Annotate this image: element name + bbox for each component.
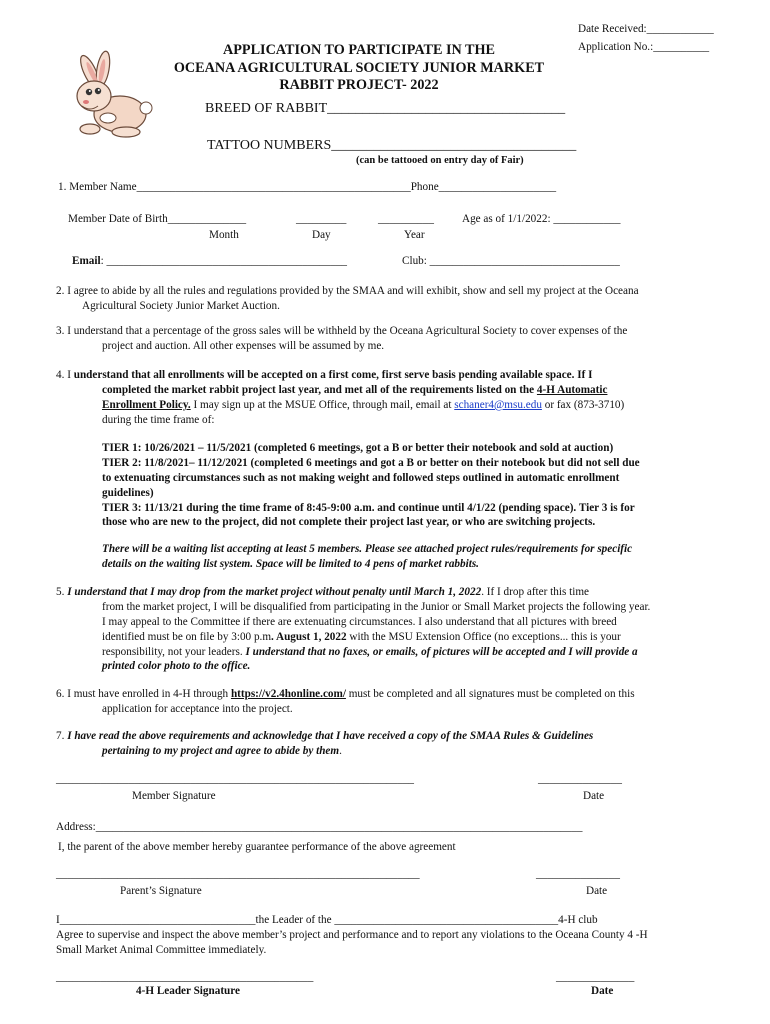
- item-5-line-5a: responsibility, not your leaders.: [102, 645, 246, 658]
- member-signature-line[interactable]: ________________________________________________________________: [56, 773, 414, 785]
- title-line-2: OCEANA AGRICULTURAL SOCIETY JUNIOR MARKET: [173, 59, 545, 76]
- 4honline-link[interactable]: https://v2.4honline.com/: [230, 688, 346, 700]
- rabbit-logo: [60, 50, 156, 142]
- item-5-line-4: [56, 630, 650, 645]
- item-4: [56, 368, 624, 428]
- age-field[interactable]: Age as of 1/1/2022: ____________: [462, 213, 621, 225]
- item-3-line-2: project and auction. All other expenses will be assumed by me.: [102, 339, 385, 352]
- item-4-bold-1: understand that all enrollments will be accepted on a first come, first serve basis pending available space. If I: [73, 369, 593, 381]
- address-field[interactable]: Address:_______________________________________________________________________________________: [56, 821, 583, 833]
- item-4-number: 4. I: [56, 369, 74, 381]
- tier-3-line-1: TIER 3: 11/13/21 during the time frame of 8:45-9:00 a.m. and continue until 4/1/22 (pending space). Tier 3 is for: [102, 501, 635, 514]
- dob-year-field[interactable]: __________: [378, 213, 434, 225]
- item-7-bold-1: I have read the above requirements and acknowledge that I have received a copy of the SMAA Rules & Guidelines: [67, 730, 594, 742]
- item-5-line-5: [56, 645, 650, 660]
- item-6: [56, 687, 635, 717]
- member-date-label: Date: [583, 790, 605, 802]
- leader-date-label: Date: [591, 985, 614, 997]
- item-5-line-3: I may appeal to the Committee if there are extenuating circumstances. I also understand that all pictures with breed: [102, 615, 617, 628]
- application-number-field[interactable]: Application No.:__________: [578, 41, 710, 53]
- title-line-1: APPLICATION TO PARTICIPATE IN THE: [223, 42, 495, 58]
- member-name-phone-field[interactable]: 1. Member Name_________________________________________________Phone_____________________: [58, 181, 557, 193]
- enrollment-policy-ref-2: Enrollment Policy.: [102, 398, 191, 411]
- leader-date-line[interactable]: ______________: [556, 971, 635, 983]
- item-5-number: 5.: [56, 586, 68, 598]
- parent-date-line[interactable]: _______________: [536, 868, 620, 880]
- leader-club-field[interactable]: I___________________________________the Leader of the ________________________________________4-H club: [56, 914, 598, 926]
- item-2-line-1: 2. I agree to abide by all the rules and regulations provided by the SMAA and will exhibit, show and sell my project at the Oceana: [56, 285, 639, 297]
- item-2-line-2: Agricultural Society Junior Market Auction.: [82, 299, 280, 312]
- day-label: Day: [312, 229, 331, 241]
- waiting-list-line-1: There will be a waiting list accepting at least 5 members. Please see attached project rules/requirements for specific: [102, 543, 633, 555]
- tier-2-line-1: TIER 2: 11/8/2021– 11/12/2021 (completed 6 meetings and got a B or better on their notebook but did not sell due: [102, 456, 640, 469]
- dob-day-field[interactable]: _________: [296, 213, 347, 225]
- item-5-line-1: [56, 585, 650, 600]
- title-line-3: RABBIT PROJECT- 2022: [279, 77, 439, 94]
- tier-3-line-2: those who are new to the project, did not complete their project last year, or who are switching projects.: [102, 516, 596, 529]
- item-5-line-6: printed color photo to the office.: [102, 660, 251, 673]
- item-7-line-2: [56, 744, 593, 759]
- parent-signature-line[interactable]: _________________________________________________________________: [56, 868, 420, 880]
- email-line: : ___________________________________________: [100, 255, 348, 267]
- date-received-field[interactable]: Date Received:____________: [578, 23, 714, 35]
- item-6-line-1: [56, 687, 635, 702]
- item-3-line-1: 3. I understand that a percentage of the gross sales will be withheld by the Oceana Agricultural Society to cover expenses of the: [56, 325, 628, 337]
- item-5-bold-1: I understand that I may drop from the market project without penalty until March 1, 2022: [67, 586, 482, 598]
- item-5-rest-1: . If I drop after this time: [481, 586, 589, 598]
- waiting-list-line-2: details on the waiting list system. Space will be limited to 4 pens of market rabbits.: [102, 557, 479, 570]
- tier-2-line-2: to extenuating circumstances such as not making weight and followed steps outlined in automatic enrollment: [102, 471, 620, 484]
- waiting-list-note: [102, 542, 632, 572]
- month-label: Month: [209, 229, 239, 241]
- item-5-bold-2: I understand that no faxes, or emails, of pictures will be accepted and I will provide a: [245, 645, 638, 658]
- tier-1: TIER 1: 10/26/2021 – 11/5/2021 (completed 6 meetings, got a B or better their notebook and sold at auction): [102, 442, 614, 454]
- item-4-signup-text: I may sign up at the MSUE Office, through mail, email at: [190, 398, 455, 411]
- item-4-line-2: [56, 383, 624, 398]
- msue-email-link[interactable]: schaner4@msu.edu: [454, 398, 542, 411]
- page-title: [155, 42, 563, 95]
- item-4-line-3: [56, 398, 624, 413]
- parent-signature-label: Parent’s Signature: [120, 885, 202, 897]
- item-4-line-1: [56, 368, 624, 383]
- item-4-line-4: during the time frame of:: [102, 413, 215, 426]
- member-dob-field[interactable]: Member Date of Birth______________: [68, 213, 247, 225]
- leader-signature-label: 4-H Leader Signature: [136, 985, 241, 997]
- member-date-line[interactable]: _______________: [538, 773, 622, 785]
- tiers: [102, 441, 640, 530]
- member-signature-label: Member Signature: [132, 790, 216, 802]
- item-5: [56, 585, 650, 674]
- leader-agreement-line-1: Agree to supervise and inspect the above member’s project and performance and to report any violations to the Oceana County 4 -H: [56, 929, 648, 941]
- year-label: Year: [404, 229, 425, 241]
- item-4-bold-2: completed the market rabbit project last year, and met all of the requirements listed on the: [102, 383, 537, 396]
- item-7: [56, 729, 593, 759]
- item-6-pre: 6. I must have enrolled in 4-H through: [56, 688, 231, 700]
- item-7-number: 7.: [56, 730, 68, 742]
- item-6-line-2: application for acceptance into the project.: [102, 702, 293, 715]
- email-field[interactable]: [72, 254, 347, 269]
- item-2: [56, 284, 639, 314]
- item-3: [56, 324, 627, 354]
- item-4-fax-text: or fax (873-3710): [541, 398, 625, 411]
- club-field[interactable]: Club: __________________________________: [402, 255, 620, 267]
- enrollment-policy-ref-1: 4-H Automatic: [536, 383, 608, 396]
- leader-agreement-line-2: Small Market Animal Committee immediately.: [56, 944, 267, 956]
- tier-2-line-3: guidelines): [102, 486, 154, 499]
- item-6-post: must be completed and all signatures must be completed on this: [345, 688, 635, 700]
- item-7-end: .: [339, 744, 342, 757]
- item-7-bold-2: pertaining to my project and agree to abide by them: [102, 744, 340, 757]
- item-7-line-1: [56, 729, 593, 744]
- breed-field[interactable]: BREED OF RABBIT__________________________________: [205, 101, 566, 116]
- item-5-deadline: . August 1, 2022: [271, 630, 347, 643]
- item-5-line-4c: with the MSU Extension Office (no exceptions... this is your: [346, 630, 621, 643]
- tattoo-numbers-field[interactable]: TATTOO NUMBERS___________________________________: [207, 138, 577, 153]
- email-label: Email: [72, 255, 101, 267]
- leader-signature-line[interactable]: ______________________________________________: [56, 971, 314, 983]
- parent-date-label: Date: [586, 885, 608, 897]
- tattoo-note: (can be tattooed on entry day of Fair): [356, 155, 524, 166]
- item-5-line-4a: identified must be on file by 3:00 p.m: [102, 630, 272, 643]
- item-5-line-2: from the market project, I will be disqualified from participating in the Junior or Small Market projects the following year.: [102, 600, 651, 613]
- parent-guarantee-text: I, the parent of the above member hereby guarantee performance of the above agreement: [58, 841, 456, 853]
